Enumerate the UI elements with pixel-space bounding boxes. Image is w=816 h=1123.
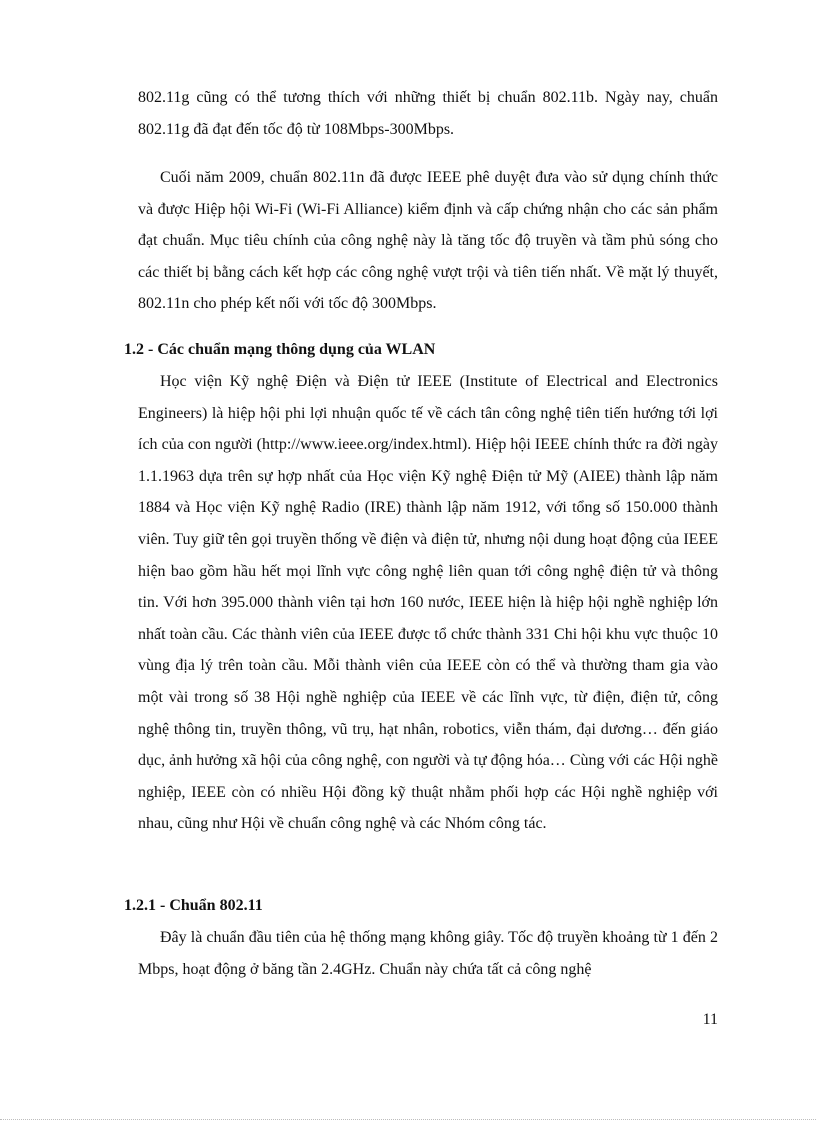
paragraph-80211g-continued: 802.11g cũng có thể tương thích với những thiết bị chuẩn 802.11b. Ngày nay, chuẩn 802.11g đã đạt đến tốc độ từ 108Mbps-300Mbps. — [138, 89, 718, 138]
paragraph-80211: Đây là chuẩn đầu tiên của hệ thống mạng không giây. Tốc độ truyền khoảng từ 1 đến 2 Mbps, hoạt động ở băng tần 2.4GHz. Chuẩn này chứa tất cả công nghệ — [138, 929, 718, 978]
section-heading-1-2-1: 1.2.1 - Chuẩn 802.11 — [124, 897, 263, 914]
page-number: 11 — [702, 1011, 718, 1028]
section-heading-1-2: 1.2 - Các chuẩn mạng thông dụng của WLAN — [124, 341, 436, 358]
paragraph-80211n: Cuối năm 2009, chuẩn 802.11n đã được IEEE phê duyệt đưa vào sử dụng chính thức và được Hiệp hội Wi-Fi (Wi-Fi Alliance) kiểm định và cấp chứng nhận cho các sản phẩm đạt chuẩn. Mục tiêu chính của công nghệ này là tăng tốc độ truyền và tầm phủ sóng cho các thiết bị bằng cách kết hợp các công nghệ vượt trội và tiên tiến nhất. Về mặt lý thuyết, 802.11n cho phép kết nối với tốc độ 300Mbps. — [138, 169, 718, 313]
paragraph-ieee: Học viện Kỹ nghệ Điện và Điện tử IEEE (Institute of Electrical and Electronics Engineers) là hiệp hội phi lợi nhuận quốc tế về cách tân công nghệ tiên tiến hướng tới lợi ích của con người (http://www.ieee.org/index.html). Hiệp hội IEEE chính thức ra đời ngày 1.1.1963 dựa trên sự hợp nhất của Học viện Kỹ nghệ Điện tử Mỹ (AIEE) thành lập năm 1884 và Học viện Kỹ nghệ Radio (IRE) thành lập năm 1912, với tổng số 150.000 thành viên. Tuy giữ tên gọi truyền thống về điện và điện tử, nhưng nội dung hoạt động của IEEE hiện bao gồm hầu hết mọi lĩnh vực công nghệ liên quan tới công nghệ điện tử và thông tin. Với hơn 395.000 thành viên tại hơn 160 nước, IEEE hiện là hiệp hội nghề nghiệp lớn nhất toàn cầu. Các thành viên của IEEE được tổ chức thành 331 Chi hội khu vực thuộc 10 vùng địa lý trên toàn cầu. Mỗi thành viên của IEEE còn có thể và thường tham gia vào một vài trong số 38 Hội nghề nghiệp của IEEE về các lĩnh vực, từ điện, điện tử, công nghệ thông tin, truyền thông, vũ trụ, hạt nhân, robotics, viễn thám, đại dương… đến giáo dục, ảnh hưởng xã hội của công nghệ, con người và tự động hóa… Cùng với các Hội nghề nghiệp, IEEE còn có nhiều Hội đồng kỹ thuật nhằm phối hợp các Hội nghề nghiệp với nhau, cũng như Hội về chuẩn công nghệ và các Nhóm công tác. — [138, 373, 718, 833]
page-bottom-divider — [0, 1119, 816, 1120]
